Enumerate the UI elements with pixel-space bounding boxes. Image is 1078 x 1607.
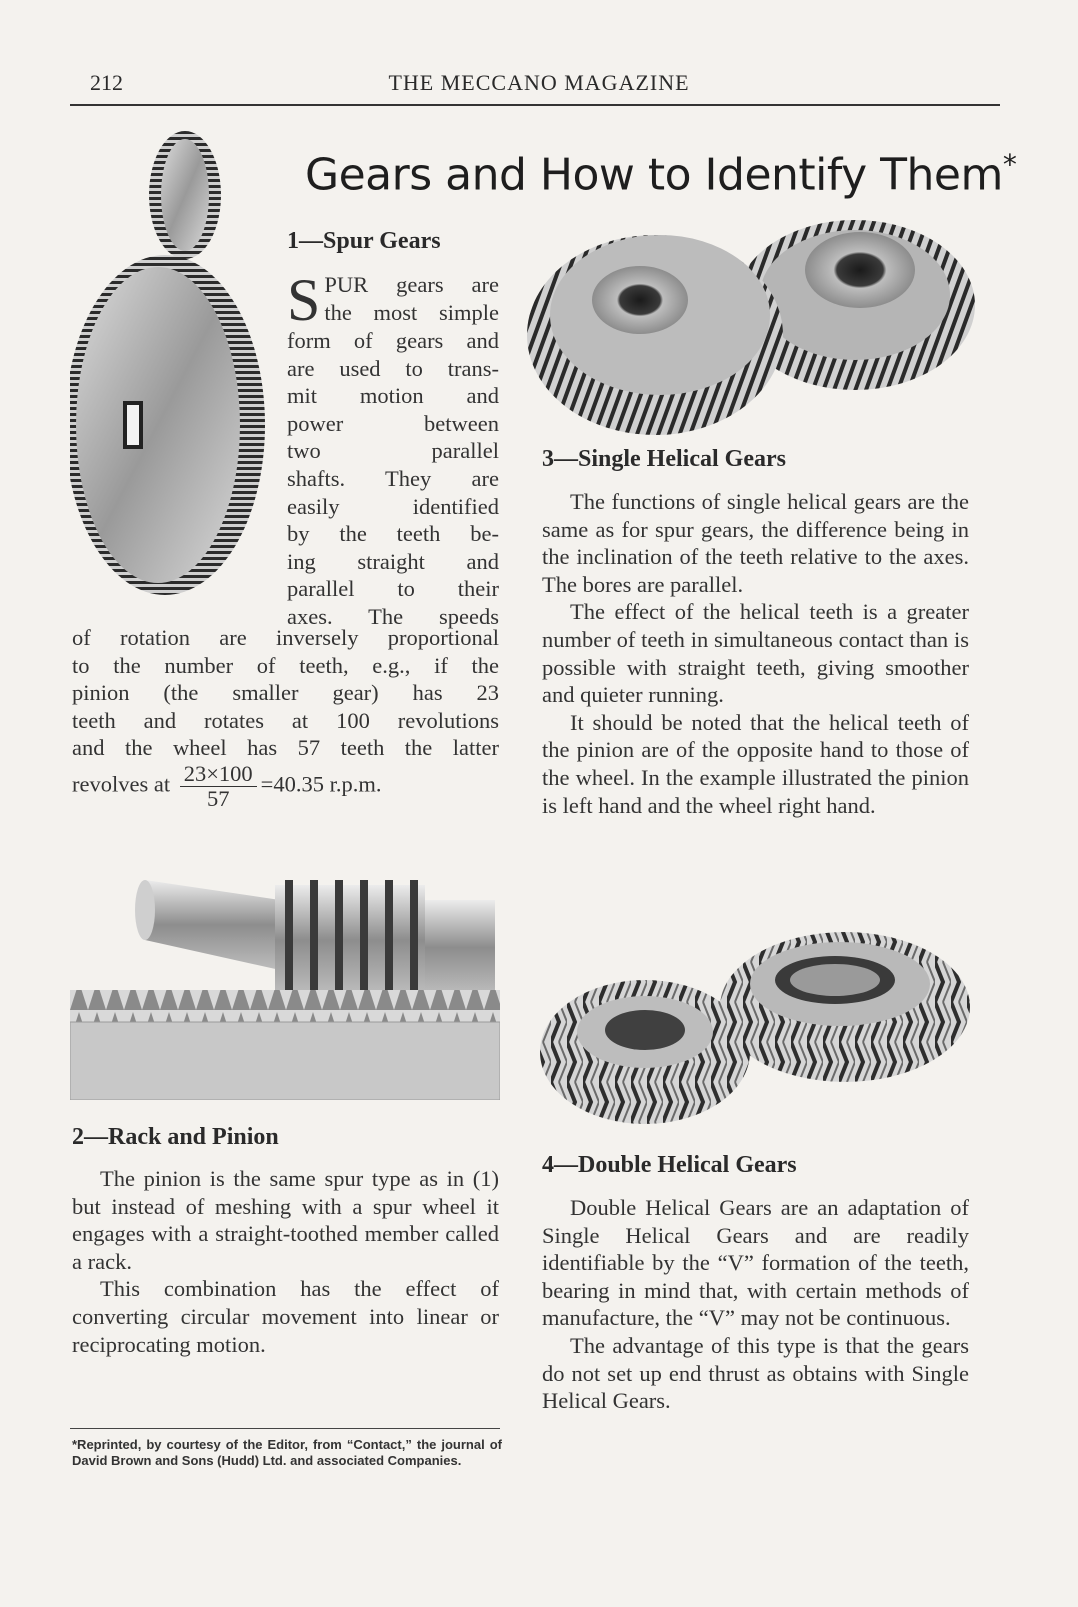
article-title-text: Gears and How to Identify Them [305, 149, 1003, 201]
spur-gears-heading: 1—Spur Gears [287, 228, 441, 254]
formula-result: =40.35 r.p.m. [260, 771, 382, 797]
text-line: axes. The speeds [287, 603, 499, 629]
formula-numerator: 23×100 [180, 762, 257, 787]
paragraph: It should be noted that the helical teeth of the pinion are of the opposite hand to those of the wheel. In the example illustrated the pinion is left hand and the wheel right hand. [542, 709, 969, 818]
paragraph: The functions of single helical gears are the same as for spur gears, the difference being in the inclination of the teeth relative to the axes. The bores are parallel. [542, 489, 969, 597]
paragraph: The pinion is the same spur type as in (1) but instead of meshing with a spur wheel it engages with a straight-toothed member called a rack. [72, 1166, 499, 1274]
single-helical-gears-photo [525, 210, 975, 442]
text-line: are used to trans- [287, 355, 499, 381]
paragraph: The advantage of this type is that the gears do not set up end thrust as obtains with Single Helical Gears. [542, 1332, 969, 1414]
text-line: parallel to their [287, 576, 499, 602]
spur-gears-narrow-text [287, 267, 499, 631]
rack-pinion-heading: 2—Rack and Pinion [72, 1124, 279, 1150]
rack-pinion-text [72, 1165, 499, 1358]
double-helical-heading: 4—Double Helical Gears [542, 1152, 797, 1178]
text-line: ing straight and [287, 548, 499, 574]
text-line: PUR gears are [324, 272, 499, 297]
single-helical-text [542, 488, 969, 819]
double-helical-gears-photo [535, 922, 975, 1130]
text-line: power between [287, 410, 499, 436]
text-line: by the teeth be- [287, 521, 499, 547]
footnote: *Reprinted, by courtesy of the Editor, from “Contact,” the journal of David Brown and Sons (Hudd) Ltd. and associated Companies. [72, 1437, 502, 1468]
text-line: to the number of teeth, e.g., if the [72, 652, 499, 678]
spur-gears-photo [70, 125, 285, 600]
paragraph: This combination has the effect of converting circular movement into linear or reciprocating motion. [72, 1276, 499, 1357]
text-line: pinion (the smaller gear) has 23 [72, 680, 499, 706]
paragraph: Double Helical Gears are an adaptation of Single Helical Gears and are readily identifiable by the “V” formation of the teeth, bearing in mind that, with certain methods of manufacture, the “V” may not be continuous. [542, 1195, 969, 1331]
header-rule [70, 104, 1000, 106]
text-line: easily identified [287, 493, 499, 519]
text-line: of rotation are inversely proportional [72, 625, 499, 650]
article-title [305, 148, 1016, 201]
formula-fraction [180, 762, 257, 811]
text-line: form of gears and [287, 328, 499, 353]
text-line: shafts. They are [287, 465, 499, 491]
spur-gears-wide-text [72, 624, 499, 762]
rack-and-pinion-photo [70, 860, 500, 1100]
speed-formula [72, 762, 502, 811]
text-line: two parallel [287, 438, 499, 464]
page-number: 212 [90, 70, 123, 95]
drop-cap: S [287, 267, 321, 333]
footnote-rule [70, 1428, 500, 1429]
text-line: and the wheel has 57 teeth the latter [72, 735, 499, 761]
title-footnote-mark: * [1002, 148, 1017, 181]
paragraph: The effect of the helical teeth is a greater number of teeth in simultaneous contact than is possible with straight teeth, giving smoother and quieter running. [542, 599, 969, 708]
magazine-title: THE MECCANO MAGAZINE [388, 70, 690, 95]
formula-denominator: 57 [206, 786, 230, 811]
text-line: teeth and rotates at 100 revolutions [72, 707, 499, 733]
text-line: the most simple [324, 299, 499, 325]
formula-prefix: revolves at [72, 771, 171, 797]
text-line: mit motion and [287, 383, 499, 409]
double-helical-text [542, 1194, 969, 1415]
single-helical-heading: 3—Single Helical Gears [542, 446, 786, 472]
